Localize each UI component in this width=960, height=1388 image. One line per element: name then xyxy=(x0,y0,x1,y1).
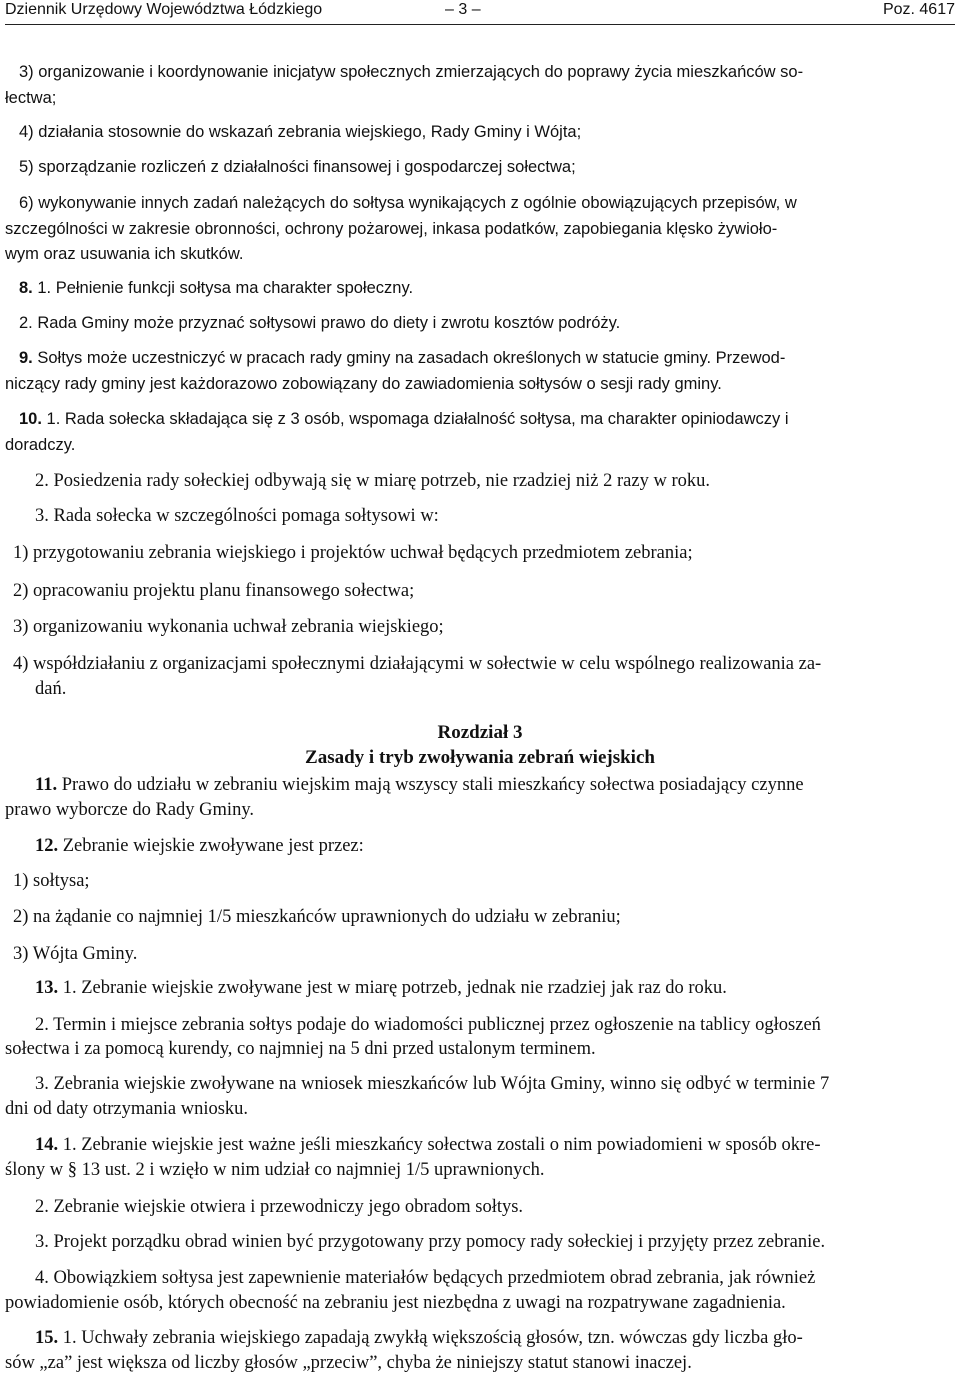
line-text: 2. Zebranie wiejskie otwiera i przewodniczy jego obradom sołtys. xyxy=(35,1197,524,1217)
text-line xyxy=(35,1196,523,1218)
text-line xyxy=(19,312,620,334)
text-line xyxy=(19,347,785,369)
text-line xyxy=(5,1292,786,1314)
position-number: Poz. 4617 xyxy=(882,1,955,18)
paragraph-number: 8. xyxy=(19,279,33,297)
line-text: 6) wykonywanie innych zadań należących do sołtysa wynikających z ogólnie obowiązujących przepisów, w xyxy=(19,194,797,212)
line-text: prawo wyborcze do Rady Gminy. xyxy=(5,800,255,820)
line-text: 1. Zebranie wiejskie jest ważne jeśli mieszkańcy sołectwa zostali o nim powiadomieni w sposób okre- xyxy=(58,1135,821,1155)
line-text: 1) sołtysa; xyxy=(13,871,90,891)
line-text: szczególności w zakresie obronności, ochrony pożarowej, inkasa podatków, zapobiegania klęsko żywioło- xyxy=(5,220,778,238)
line-text: niczący rady gminy jest każdorazowo zobowiązany do zawiadomienia sołtysów o sesji rady gminy. xyxy=(5,375,722,393)
line-text: 3) organizowaniu wykonania uchwał zebrania wiejskiego; xyxy=(13,617,444,637)
text-line xyxy=(19,156,576,178)
text-line xyxy=(5,434,75,456)
line-text: 1. Pełnienie funkcji sołtysa ma charakter społeczny. xyxy=(32,279,414,297)
text-line xyxy=(13,870,90,892)
text-line xyxy=(19,121,581,143)
line-text: dni od daty otrzymania wniosku. xyxy=(5,1099,249,1119)
paragraph-number: 11. xyxy=(35,775,58,795)
paragraph-number: 13. xyxy=(35,978,59,998)
text-line xyxy=(19,408,788,430)
line-text: 1. Zebranie wiejskie zwoływane jest w miarę potrzeb, jednak nie rzadziej jak raz do roku. xyxy=(58,978,727,998)
text-line xyxy=(13,653,821,675)
line-text: Sołtys może uczestniczyć w pracach rady gminy na zasadach określonych w statucie gminy. Przewod- xyxy=(32,349,786,367)
text-line xyxy=(35,835,364,857)
line-text: sów „za” jest większa od liczby głosów „przeciw”, chyba że niniejszy statut stanowi inaczej. xyxy=(5,1353,692,1373)
text-line xyxy=(35,1231,825,1253)
line-text: 1) przygotowaniu zebrania wiejskiego i projektów uchwał będących przedmiotem zebrania; xyxy=(13,543,693,563)
line-text: 2) opracowaniu projektu planu finansowego sołectwa; xyxy=(13,581,415,601)
line-text: 1. Rada sołecka składająca się z 3 osób, wspomaga działalność sołtysa, ma charakter opiniodawczy i xyxy=(41,410,789,428)
line-text: 3) organizowanie i koordynowanie inicjatyw społecznych zmierzających do poprawy życia mieszkańców so- xyxy=(19,63,804,81)
line-text: doradczy. xyxy=(5,436,76,454)
text-line xyxy=(35,1327,803,1349)
text-line xyxy=(35,1014,821,1036)
text-line xyxy=(35,505,439,527)
line-text: 2) na żądanie co najmniej 1/5 mieszkańców uprawnionych do udziału w zebraniu; xyxy=(13,907,621,927)
line-text: powiadomienie osób, których obecność na zebraniu jest niezbędna z uwagi na rozpatrywane zagadnienia. xyxy=(5,1293,786,1313)
text-line xyxy=(5,87,56,109)
text-line xyxy=(35,470,710,492)
text-line xyxy=(35,977,727,999)
text-line xyxy=(19,192,797,214)
line-text: 1. Uchwały zebrania wiejskiego zapadają zwykłą większością głosów, tzn. wówczas gdy liczba gło- xyxy=(58,1328,803,1348)
text-line xyxy=(5,218,777,240)
line-text: 3. Zebrania wiejskie zwoływane na wniosek mieszkańców lub Wójta Gminy, winno się odbyć w terminie 7 xyxy=(35,1074,830,1094)
paragraph-number: 15. xyxy=(35,1328,59,1348)
line-text: 3) Wójta Gminy. xyxy=(13,944,138,964)
text-line xyxy=(35,1267,815,1289)
line-text: wym oraz usuwania ich skutków. xyxy=(5,245,244,263)
line-text: 3. Rada sołecka w szczególności pomaga sołtysowi w: xyxy=(35,506,439,526)
text-line xyxy=(5,243,243,265)
line-text: 2. Posiedzenia rady sołeckiej odbywają się w miarę potrzeb, nie rzadziej niż 2 razy w roku. xyxy=(35,471,710,491)
page-number: – 3 – xyxy=(445,1,481,18)
text-line xyxy=(5,799,254,821)
journal-title: Dziennik Urzędowy Województwa Łódzkiego xyxy=(5,1,323,18)
text-line xyxy=(13,616,444,638)
text-line xyxy=(5,373,722,395)
line-text: 4) współdziałaniu z organizacjami społecznymi działającymi w sołectwie w celu wspólnego realizowania za- xyxy=(13,654,822,674)
text-line xyxy=(35,1134,821,1156)
text-line xyxy=(35,1073,829,1095)
paragraph-number: 14. xyxy=(35,1135,59,1155)
line-text: 5) sporządzanie rozliczeń z działalności finansowej i gospodarczej sołectwa; xyxy=(19,158,576,176)
line-text: Prawo do udziału w zebraniu wiejskim mają wszyscy stali mieszkańcy sołectwa posiadający czynne xyxy=(57,775,804,795)
line-text: dań. xyxy=(35,679,67,699)
text-line xyxy=(13,906,621,928)
paragraph-number: 10. xyxy=(19,410,42,428)
text-line xyxy=(5,1098,248,1120)
line-text: łectwa; xyxy=(5,89,57,107)
line-text: 3. Projekt porządku obrad winien być przygotowany przy pomocy rady sołeckiej i przyjęty przez zebranie. xyxy=(35,1232,826,1252)
line-text: 4. Obowiązkiem sołtysa jest zapewnienie materiałów będących przedmiotem obrad zebrania, jak również xyxy=(35,1268,816,1288)
text-line xyxy=(13,580,414,602)
text-line xyxy=(5,1159,545,1181)
text-line xyxy=(5,1352,692,1374)
line-text: Zebranie wiejskie zwoływane jest przez: xyxy=(58,836,364,856)
chapter-title: Rozdział 3 xyxy=(437,722,523,743)
paragraph-number: 9. xyxy=(19,349,33,367)
chapter-subtitle: Zasady i tryb zwoływania zebrań wiejskich xyxy=(305,747,655,768)
line-text: sołectwa i za pomocą kurendy, co najmniej na 5 dni przed ustalonym terminem. xyxy=(5,1039,596,1059)
text-line xyxy=(5,1038,596,1060)
page-header xyxy=(5,0,955,25)
text-line xyxy=(13,943,137,965)
paragraph-number: 12. xyxy=(35,836,59,856)
line-text: 2. Termin i miejsce zebrania sołtys podaje do wiadomości publicznej przez ogłoszenie na tablicy ogłoszeń xyxy=(35,1015,821,1035)
text-line xyxy=(19,61,803,83)
text-line xyxy=(19,277,413,299)
text-line xyxy=(35,678,66,700)
text-line xyxy=(13,542,693,564)
line-text: 2. Rada Gminy może przyznać sołtysowi prawo do diety i zwrotu kosztów podróży. xyxy=(19,314,621,332)
line-text: ślony w § 13 ust. 2 i wzięło w nim udział co najmniej 1/5 uprawnionych. xyxy=(5,1160,545,1180)
text-line xyxy=(35,774,804,796)
line-text: 4) działania stosownie do wskazań zebrania wiejskiego, Rady Gminy i Wójta; xyxy=(19,123,582,141)
